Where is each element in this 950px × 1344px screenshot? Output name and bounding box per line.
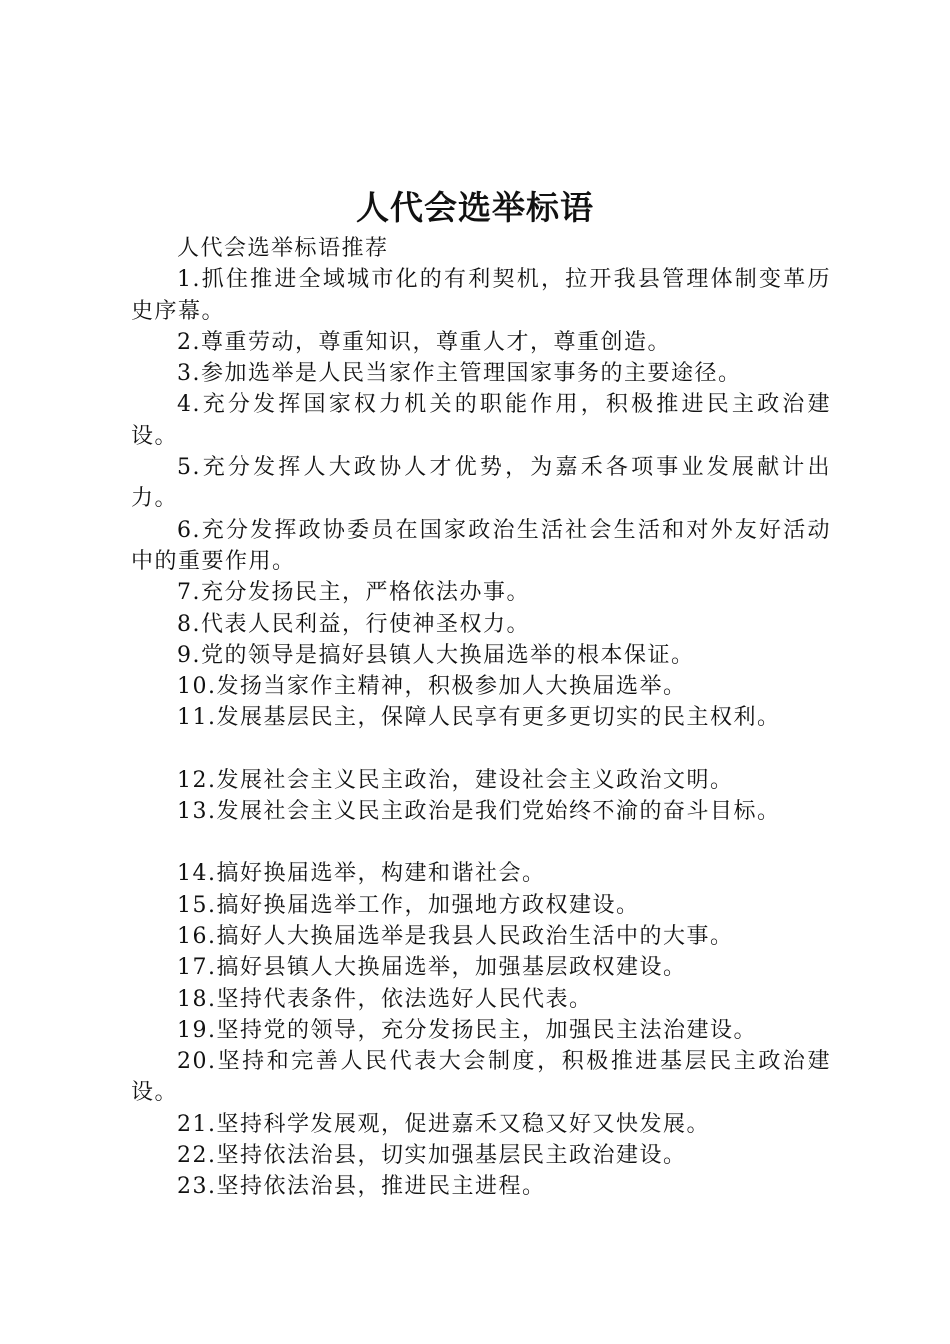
document-body xyxy=(131,233,831,1203)
list-item: 1.抓住推进全域城市化的有利契机，拉开我县管理体制变革历史序幕。 xyxy=(131,267,831,324)
list-item: 16.搞好人大换届选举是我县人民政治生活中的大事。 xyxy=(177,923,734,949)
list-item: 7.充分发扬民主，严格依法办事。 xyxy=(177,580,530,606)
list-item: 13.发展社会主义民主政治是我们党始终不渝的奋斗目标。 xyxy=(177,799,781,825)
list-item: 18.坚持代表条件，依法选好人民代表。 xyxy=(177,986,593,1012)
list-item: 21.坚持科学发展观，促进嘉禾又稳又好又快发展。 xyxy=(177,1111,710,1137)
list-item: 17.搞好县镇人大换届选举，加强基层政权建设。 xyxy=(177,955,687,981)
document-subtitle: 人代会选举标语推荐 xyxy=(177,236,389,261)
list-item: 11.发展基层民主，保障人民享有更多更切实的民主权利。 xyxy=(177,705,781,731)
list-item: 3.参加选举是人民当家作主管理国家事务的主要途径。 xyxy=(177,361,742,387)
list-item: 19.坚持党的领导，充分发扬民主，加强民主法治建设。 xyxy=(177,1017,757,1043)
list-item: 20.坚持和完善人民代表大会制度，积极推进基层民主政治建设。 xyxy=(131,1049,831,1106)
list-item: 6.充分发挥政协委员在国家政治生活社会生活和对外友好活动中的重要作用。 xyxy=(131,517,831,574)
list-item: 23.坚持依法治县，推进民主进程。 xyxy=(177,1174,546,1200)
list-item: 15.搞好换届选举工作，加强地方政权建设。 xyxy=(177,892,640,918)
list-item: 9.党的领导是搞好县镇人大换届选举的根本保证。 xyxy=(177,642,695,668)
list-item: 8.代表人民利益，行使神圣权力。 xyxy=(177,611,530,637)
list-item: 5.充分发挥人大政协人才优势，为嘉禾各项事业发展献计出力。 xyxy=(131,455,831,512)
list-item: 2.尊重劳动，尊重知识，尊重人才，尊重创造。 xyxy=(177,329,671,355)
list-item: 22.坚持依法治县，切实加强基层民主政治建设。 xyxy=(177,1143,687,1169)
list-item: 14.搞好换届选举，构建和谐社会。 xyxy=(177,861,546,887)
document-title: 人代会选举标语 xyxy=(356,188,594,227)
list-item: 10.发扬当家作主精神，积极参加人大换届选举。 xyxy=(177,674,687,700)
list-item: 12.发展社会主义民主政治，建设社会主义政治文明。 xyxy=(177,767,734,793)
list-item: 4.充分发挥国家权力机关的职能作用，积极推进民主政治建设。 xyxy=(131,392,831,449)
